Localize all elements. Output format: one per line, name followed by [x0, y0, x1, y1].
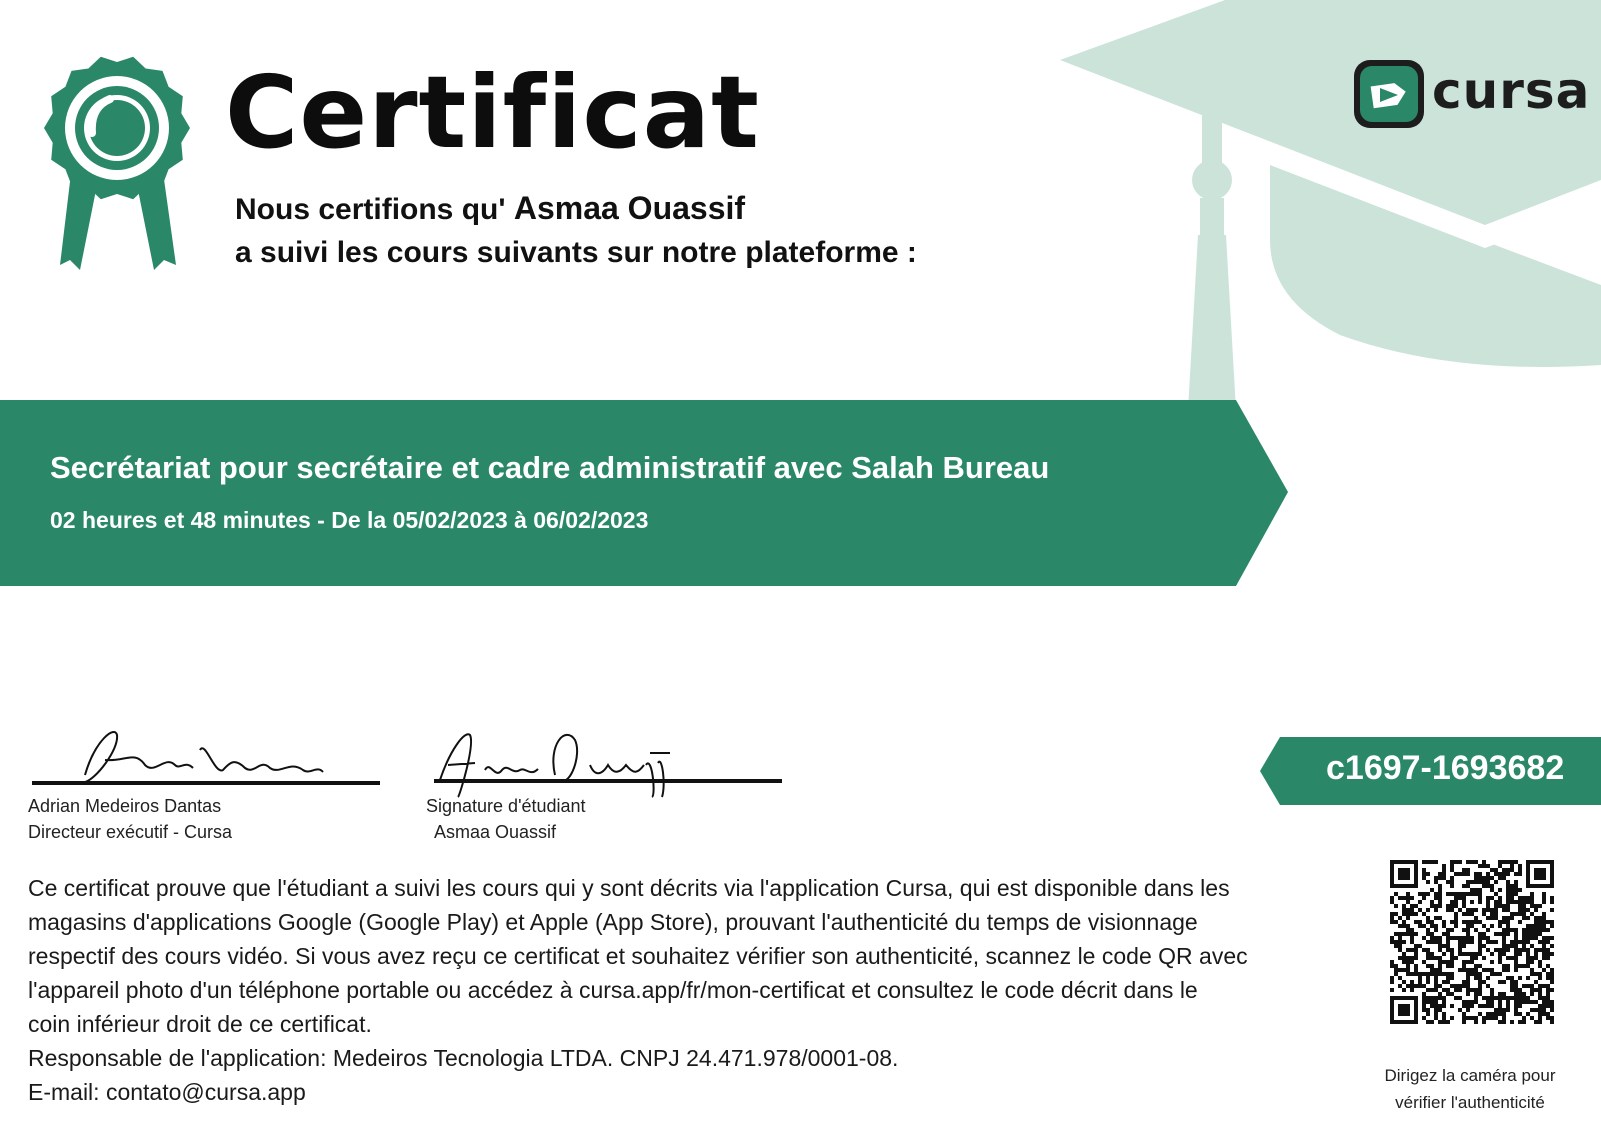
director-role: Directeur exécutif - Cursa [28, 822, 233, 842]
course-duration-dates: 02 heures et 48 minutes - De la 05/02/2023 à 06/02/2023 [50, 507, 649, 533]
award-ribbon-icon [44, 55, 190, 270]
qr-code-icon[interactable] [1390, 860, 1554, 1024]
intro-line-2: a suivi les cours suivants sur notre plateforme : [235, 236, 917, 269]
student-signature-line [434, 779, 782, 783]
intro-line-1 [235, 190, 745, 227]
intro-prefix: Nous certifions qu' [235, 193, 506, 226]
description-line: Ce certificat prouve que l'étudiant a suivi les cours qui y sont décrits via l'application Cursa, qui est disponible dans les [28, 875, 1230, 901]
student-signature-icon [430, 725, 680, 800]
qr-caption [1340, 1062, 1600, 1116]
qr-caption-line-1: Dirigez la caméra pour [1384, 1066, 1556, 1085]
intro-student-name: Asmaa Ouassif [513, 190, 746, 226]
course-banner [0, 400, 1290, 586]
director-signature-icon [55, 720, 325, 790]
description-line: l'appareil photo d'un téléphone portable ou accédez à cursa.app/fr/mon-certificat et consultez le code décrit dans le [28, 977, 1198, 1003]
cursa-logo-text: cursa [1432, 62, 1591, 120]
certificate-title: Certificat [225, 54, 760, 171]
certificate-code: c1697-1693682 [1326, 749, 1565, 787]
director-signature-line [32, 781, 380, 785]
app-responsible: Responsable de l'application: Medeiros Tecnologia LTDA. CNPJ 24.471.978/0001-08. [28, 1045, 899, 1071]
director-name: Adrian Medeiros Dantas [28, 796, 222, 816]
qr-caption-line-2: vérifier l'authenticité [1395, 1093, 1545, 1112]
student-signature-label: Signature d'étudiant [426, 796, 586, 816]
student-signature-name: Asmaa Ouassif [434, 822, 557, 842]
description-line: respectif des cours vidéo. Si vous avez reçu ce certificat et souhaitez vérifier son authenticité, scannez le code QR avec [28, 943, 1248, 969]
description-line: coin inférieur droit de ce certificat. [28, 1011, 372, 1037]
course-title: Secrétariat pour secrétaire et cadre administratif avec Salah Bureau [50, 450, 1050, 485]
certificate-description [28, 871, 1328, 1109]
contact-email: E-mail: contato@cursa.app [28, 1079, 306, 1105]
description-line: magasins d'applications Google (Google Play) et Apple (App Store), prouvant l'authenticité du temps de visionnage [28, 909, 1198, 935]
